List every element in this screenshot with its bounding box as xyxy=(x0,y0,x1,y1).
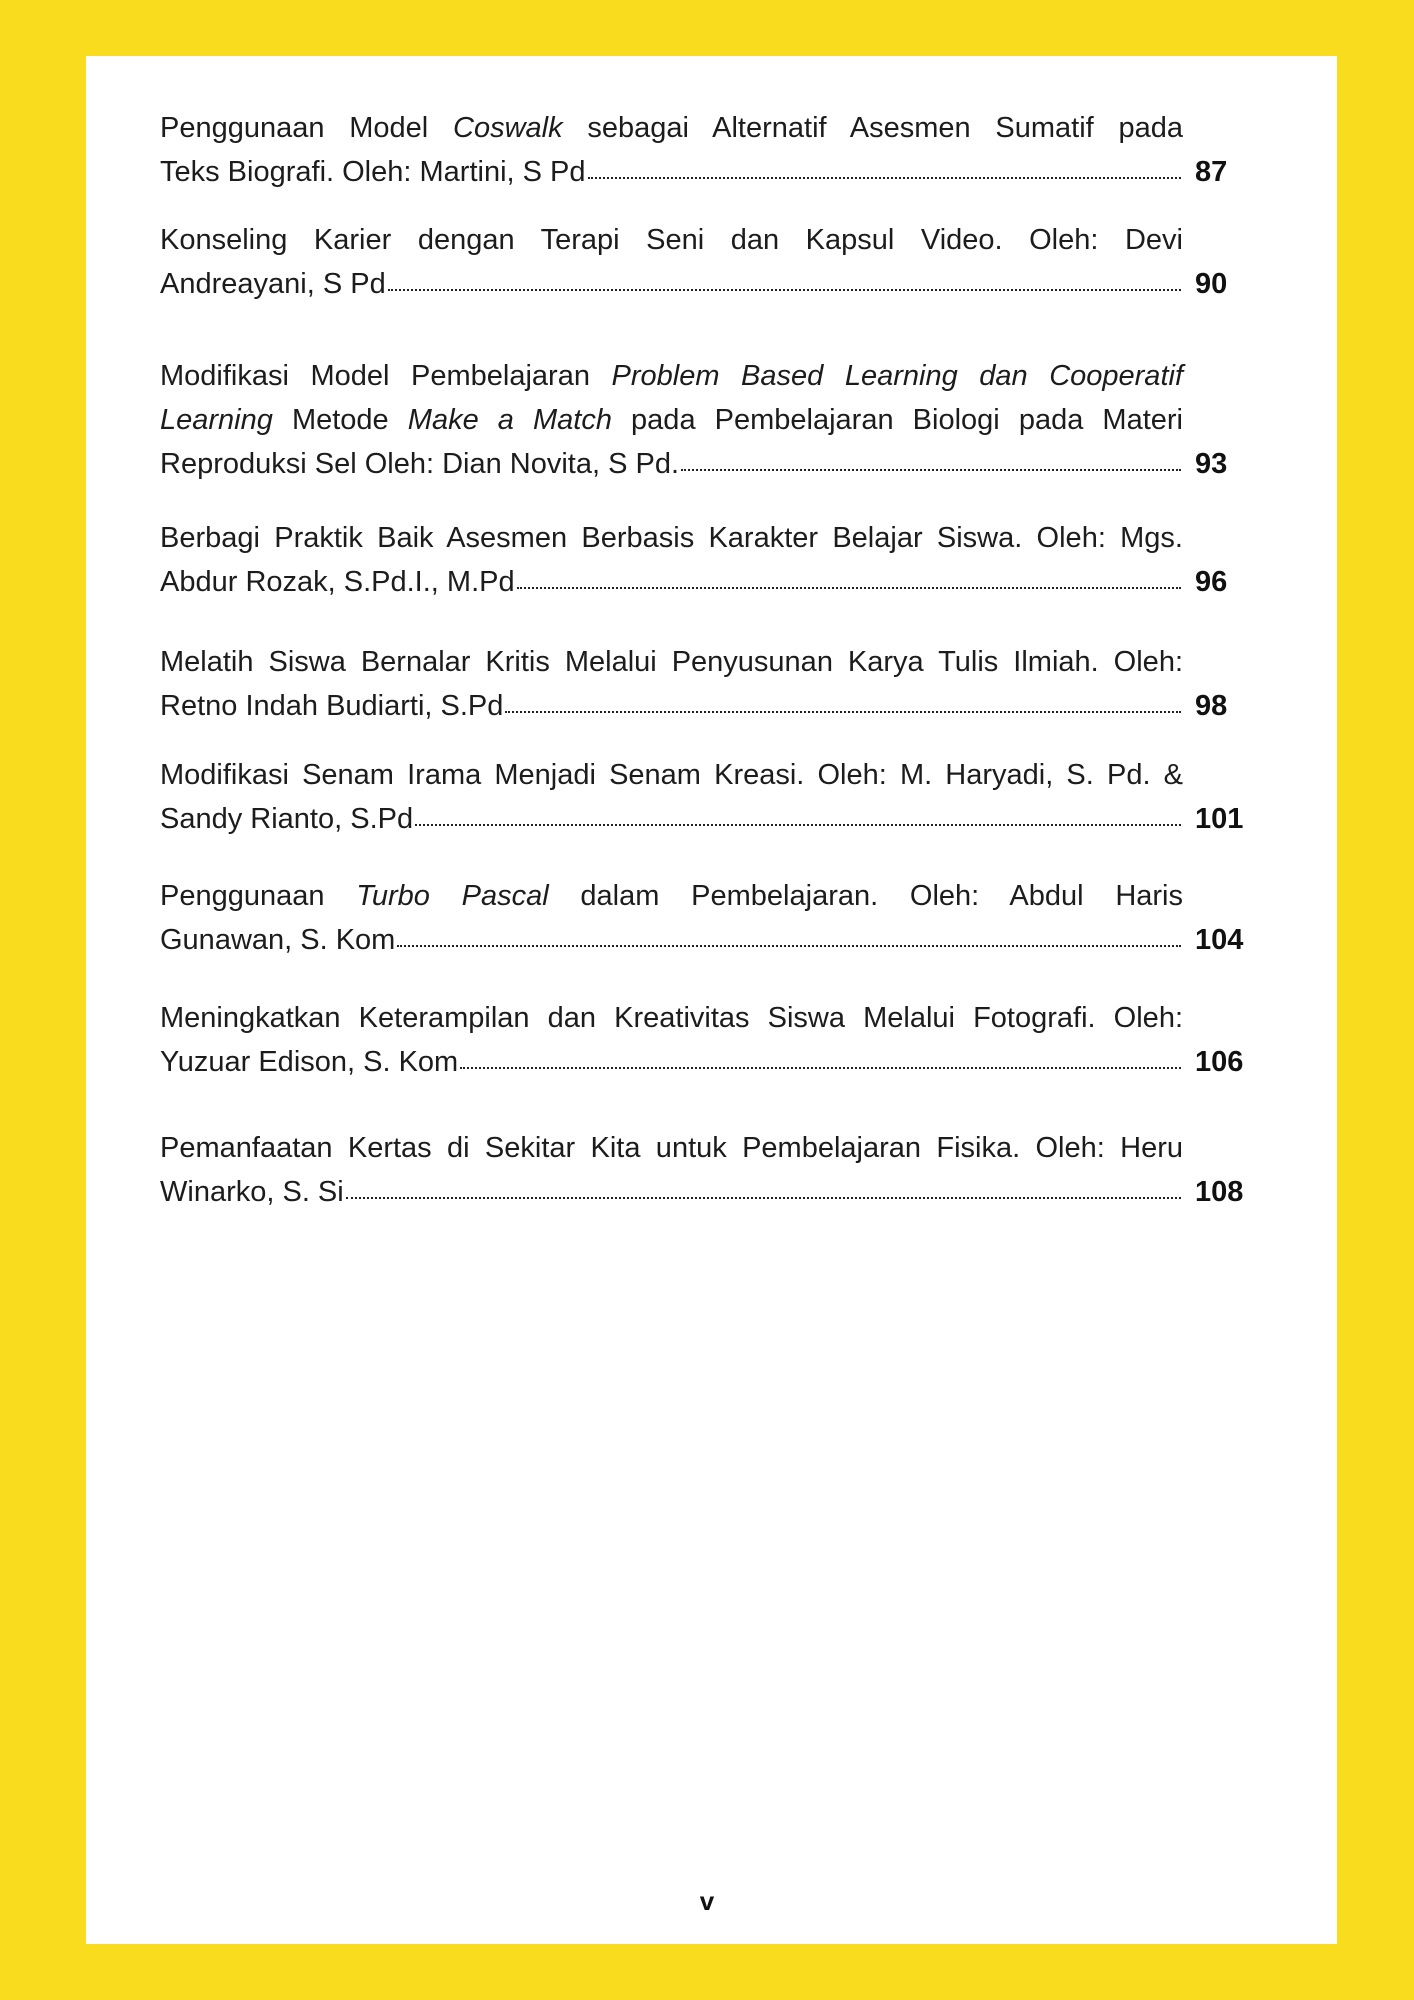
toc-line xyxy=(160,398,1183,442)
toc-entry-title xyxy=(160,996,1183,1084)
author-text: Gunawan, S. Kom xyxy=(160,924,396,956)
toc-line xyxy=(160,874,1183,918)
toc-page-number: 108 xyxy=(1195,1176,1244,1208)
dot-leader xyxy=(588,177,1182,179)
toc-page-number: 90 xyxy=(1195,268,1228,300)
toc-entry[interactable] xyxy=(160,516,1244,604)
toc-line xyxy=(160,516,1183,560)
title-text: sebagai Alternatif Asesmen Sumatif pada xyxy=(562,112,1183,144)
toc-entry-title xyxy=(160,218,1183,306)
author-text: Reproduksi Sel Oleh: Dian Novita, S Pd. xyxy=(160,448,680,480)
dot-leader xyxy=(346,1197,1181,1199)
toc-entry-title xyxy=(160,354,1183,486)
title-text: pada Pembelajaran Biologi pada Materi xyxy=(611,404,1183,436)
toc-page-number: 98 xyxy=(1195,690,1228,722)
toc-line-last xyxy=(160,1170,1183,1214)
toc-entry-title xyxy=(160,753,1183,841)
title-text: Modifikasi Model Pembelajaran xyxy=(160,360,612,392)
toc-line-last xyxy=(160,684,1183,728)
italic-term: Make a Match xyxy=(407,404,612,436)
dot-leader xyxy=(415,824,1181,826)
toc-line xyxy=(160,753,1183,797)
toc-page-number: 87 xyxy=(1195,156,1228,188)
title-text: Berbagi Praktik Baik Asesmen Berbasis Karakter Belajar Siswa. Oleh: Mgs. xyxy=(160,522,1183,554)
toc-line xyxy=(160,1126,1183,1170)
toc-line xyxy=(160,106,1183,150)
title-text: Modifikasi Senam Irama Menjadi Senam Kreasi. Oleh: M. Haryadi, S. Pd. & xyxy=(160,759,1183,791)
author-text: Sandy Rianto, S.Pd xyxy=(160,803,414,835)
toc-entry[interactable] xyxy=(160,218,1244,306)
toc-entry-title xyxy=(160,640,1183,728)
title-text: dalam Pembelajaran. Oleh: Abdul Haris xyxy=(548,880,1183,912)
title-text: Meningkatkan Keterampilan dan Kreativitas Siswa Melalui Fotografi. Oleh: xyxy=(160,1002,1183,1034)
toc-page-number: 101 xyxy=(1195,803,1244,835)
toc-entry-title xyxy=(160,1126,1183,1214)
author-text: Retno Indah Budiarti, S.Pd xyxy=(160,690,504,722)
toc-line-last xyxy=(160,442,1183,486)
toc-entry[interactable] xyxy=(160,640,1244,728)
dot-leader xyxy=(517,587,1181,589)
italic-term: Learning xyxy=(160,404,273,436)
author-text: Winarko, S. Si xyxy=(160,1176,344,1208)
toc-line xyxy=(160,218,1183,262)
toc-line-last xyxy=(160,262,1183,306)
dot-leader xyxy=(505,711,1181,713)
toc-page-number: 104 xyxy=(1195,924,1244,956)
dot-leader xyxy=(397,945,1181,947)
title-text: Pemanfaatan Kertas di Sekitar Kita untuk Pembelajaran Fisika. Oleh: Heru xyxy=(160,1132,1183,1164)
toc-entry-title xyxy=(160,874,1183,962)
toc-entry-title xyxy=(160,106,1183,194)
author-text: Abdur Rozak, S.Pd.I., M.Pd xyxy=(160,566,515,598)
toc-page-number: 96 xyxy=(1195,566,1228,598)
author-text: Andreayani, S Pd xyxy=(160,268,386,300)
toc-entry-title xyxy=(160,516,1183,604)
italic-term: Problem Based Learning dan Cooperatif xyxy=(611,360,1183,392)
italic-term: Coswalk xyxy=(453,112,563,144)
dot-leader xyxy=(388,289,1181,291)
toc-page-number: 93 xyxy=(1195,448,1228,480)
title-text: Penggunaan Model xyxy=(160,112,454,144)
title-text: Metode xyxy=(272,404,408,436)
toc-entry[interactable] xyxy=(160,996,1244,1084)
dot-leader xyxy=(460,1067,1181,1069)
toc-line-last xyxy=(160,1040,1183,1084)
toc-entry[interactable] xyxy=(160,753,1244,841)
italic-term: Turbo Pascal xyxy=(356,880,549,912)
toc-line xyxy=(160,996,1183,1040)
title-text: Konseling Karier dengan Terapi Seni dan Kapsul Video. Oleh: Devi xyxy=(160,224,1183,256)
toc-line-last xyxy=(160,918,1183,962)
page-number-footer: v xyxy=(699,1886,715,1916)
toc-line-last xyxy=(160,150,1183,194)
toc-line xyxy=(160,354,1183,398)
toc-line-last xyxy=(160,560,1183,604)
toc-page-number: 106 xyxy=(1195,1046,1244,1078)
author-text: Yuzuar Edison, S. Kom xyxy=(160,1046,459,1078)
title-text: Melatih Siswa Bernalar Kritis Melalui Penyusunan Karya Tulis Ilmiah. Oleh: xyxy=(160,646,1183,678)
author-text: Teks Biografi. Oleh: Martini, S Pd xyxy=(160,156,586,188)
toc-entry[interactable] xyxy=(160,354,1244,486)
dot-leader xyxy=(681,469,1181,471)
toc-entry[interactable] xyxy=(160,874,1244,962)
toc-entry[interactable] xyxy=(160,1126,1244,1214)
title-text: Penggunaan xyxy=(160,880,357,912)
toc-line xyxy=(160,640,1183,684)
toc-line-last xyxy=(160,797,1183,841)
toc-entry[interactable] xyxy=(160,106,1244,194)
